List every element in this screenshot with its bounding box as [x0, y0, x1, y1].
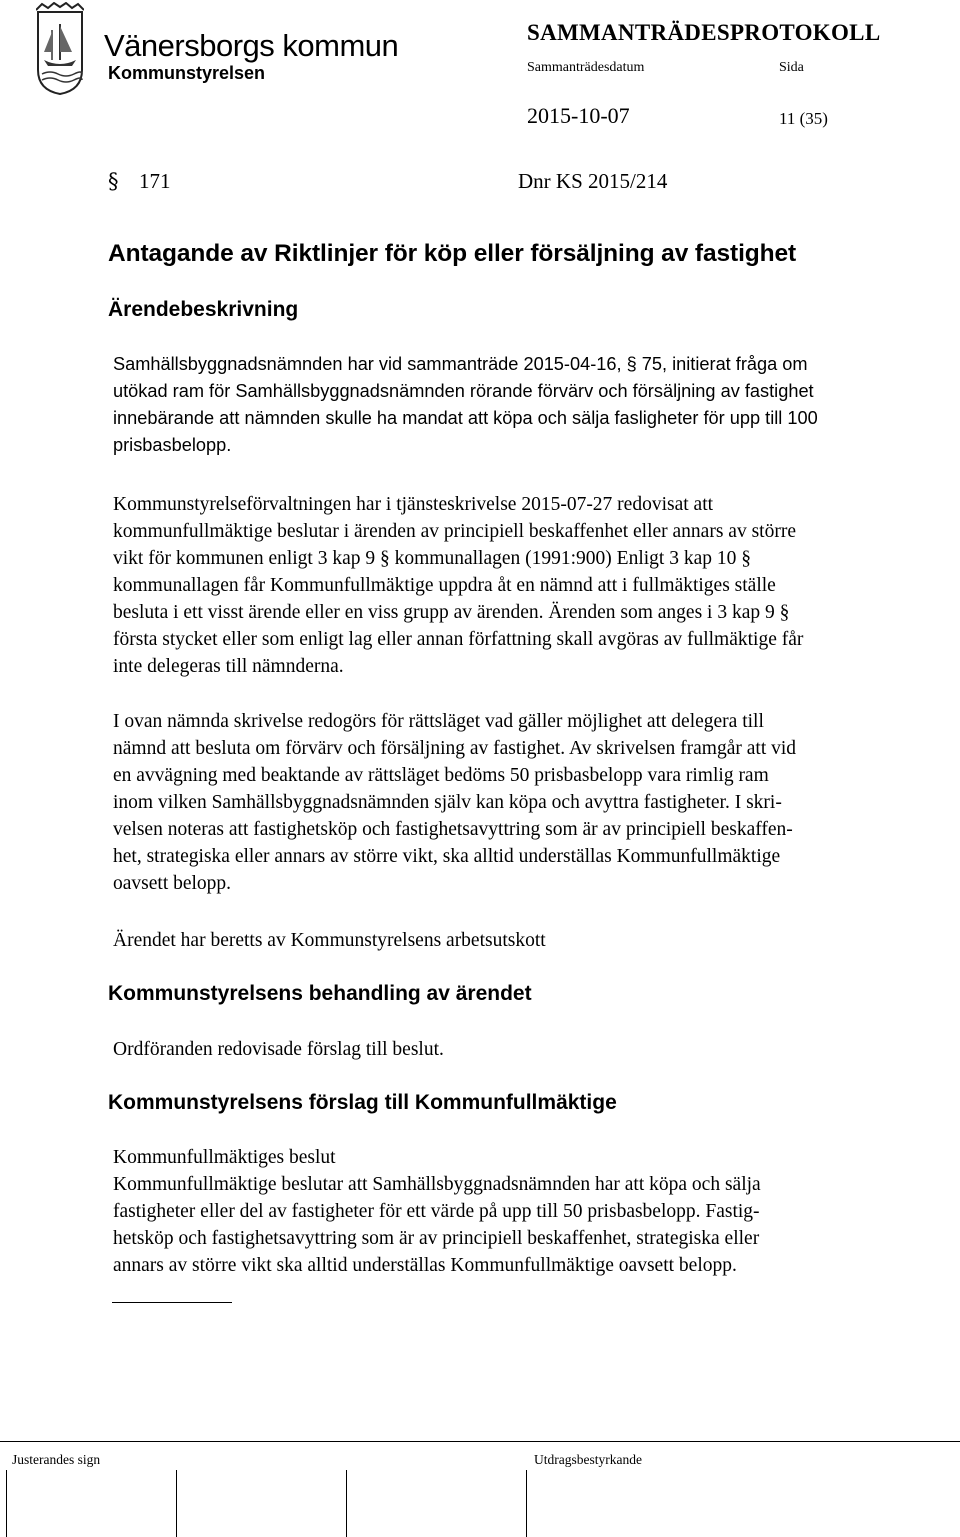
- text-line: het, strategiska eller annars av större vikt, ska alltid underställas Kommunfullmäktige: [113, 846, 781, 867]
- case-section-number: [108, 169, 171, 194]
- page-number: 11 (35): [779, 109, 828, 128]
- text-line: hetsköp och fastighetsavyttring som är av principiell beskaffenhet, strategiska eller: [113, 1228, 760, 1249]
- proposal-heading: Kommunstyrelsens förslag till Kommunfullmäktige: [108, 1091, 617, 1114]
- extract-certification-label: Utdragsbestyrkande: [534, 1452, 642, 1467]
- meeting-date-label: Sammanträdesdatum: [527, 60, 645, 75]
- signature-box-divider: [6, 1470, 7, 1537]
- text-line: Ordföranden redovisade förslag till beslut.: [113, 1039, 444, 1060]
- case-dnr: Dnr KS 2015/214: [518, 169, 668, 193]
- paragraph-5: [113, 1036, 958, 1063]
- board-name: Kommunstyrelsen: [108, 63, 266, 83]
- paragraph-6: [113, 1144, 958, 1279]
- text-line: första stycket eller som enligt lag eller annan författning skall avgöras av fullmäktige får: [113, 629, 804, 650]
- text-line: Samhällsbyggnadsnämnden har vid sammanträde 2015-04-16, § 75, initierat fråga om: [113, 354, 808, 374]
- text-line: prisbasbelopp.: [113, 435, 232, 455]
- document-title: Antagande av Riktlinjer för köp eller försäljning av fastighet: [108, 240, 797, 267]
- text-line: fastigheter eller del av fastigheter för ett värde på upp till 50 prisbasbelopp. Fastig-: [113, 1201, 760, 1222]
- text-line: Ärendet har beretts av Kommunstyrelsens arbetsutskott: [113, 930, 546, 951]
- text-line: inte delegeras till nämnderna.: [113, 656, 344, 677]
- signature-box-divider: [346, 1470, 347, 1537]
- text-line: annars av större vikt ska alltid underställas Kommunfullmäktige oavsett belopp.: [113, 1255, 737, 1276]
- text-line: Kommunfullmäktiges beslut: [113, 1147, 336, 1168]
- text-line: oavsett belopp.: [113, 873, 232, 894]
- paragraph-1: [113, 351, 958, 459]
- municipality-name: Vänersborgs kommun: [104, 28, 399, 63]
- text-line: Kommunstyrelseförvaltningen har i tjänsteskrivelse 2015-07-27 redovisat att: [113, 494, 714, 515]
- footer-divider: [0, 1441, 960, 1442]
- signature-box-divider: [176, 1470, 177, 1537]
- text-line: en avvägning med beaktande av rättsläget bedöms 50 prisbasbelopp vara rimlig ram: [113, 765, 769, 786]
- text-line: utökad ram för Samhällsbyggnadsnämnden rörande förvärv och försäljning av fastighet: [113, 381, 814, 401]
- end-rule: [112, 1302, 232, 1303]
- text-line: I ovan nämnda skrivelse redogörs för rättsläget vad gäller möjlighet att delegera till: [113, 711, 764, 732]
- municipal-coat-of-arms-icon: [36, 2, 84, 96]
- text-line: besluta i ett visst ärende eller en viss grupp av ärenden. Ärenden som anges i 3 kap 9 §: [113, 602, 790, 623]
- paragraph-2: [113, 491, 958, 680]
- paragraph-3: [113, 708, 958, 897]
- text-line: vikt för kommunen enligt 3 kap 9 § kommunallagen (1991:900) Enligt 3 kap 10 §: [113, 548, 751, 569]
- case-number: 171: [139, 169, 171, 193]
- text-line: kommunallagen får Kommunfullmäktige uppdra åt en nämnd att i fullmäktiges ställe: [113, 575, 776, 596]
- description-heading: Ärendebeskrivning: [108, 298, 299, 321]
- meeting-date: 2015-10-07: [527, 103, 630, 128]
- paragraph-4: [113, 927, 958, 954]
- protocol-title: SAMMANTRÄDESPROTOKOLL: [527, 20, 881, 45]
- signature-box-divider: [526, 1470, 527, 1537]
- text-line: innebärande att nämnden skulle ha mandat att köpa och sälja fasligheter för upp till 100: [113, 408, 818, 428]
- text-line: inom vilken Samhällsbyggnadsnämnden själv kan köpa och avyttra fastigheter. I skri-: [113, 792, 782, 813]
- page-label: Sida: [779, 60, 804, 75]
- treatment-heading: Kommunstyrelsens behandling av ärendet: [108, 982, 532, 1005]
- text-line: Kommunfullmäktige beslutar att Samhällsbyggnadsnämnden har att köpa och sälja: [113, 1174, 761, 1195]
- text-line: nämnd att besluta om förvärv och försäljning av fastighet. Av skrivelsen framgår att vid: [113, 738, 797, 759]
- section-symbol: §: [108, 169, 119, 193]
- signature-label: Justerandes sign: [12, 1452, 101, 1467]
- text-line: velsen noteras att fastighetsköp och fastighetsavyttring som är av principiell beskaffen-: [113, 819, 793, 840]
- text-line: kommunfullmäktige beslutar i ärenden av principiell beskaffenhet eller annars av större: [113, 521, 796, 542]
